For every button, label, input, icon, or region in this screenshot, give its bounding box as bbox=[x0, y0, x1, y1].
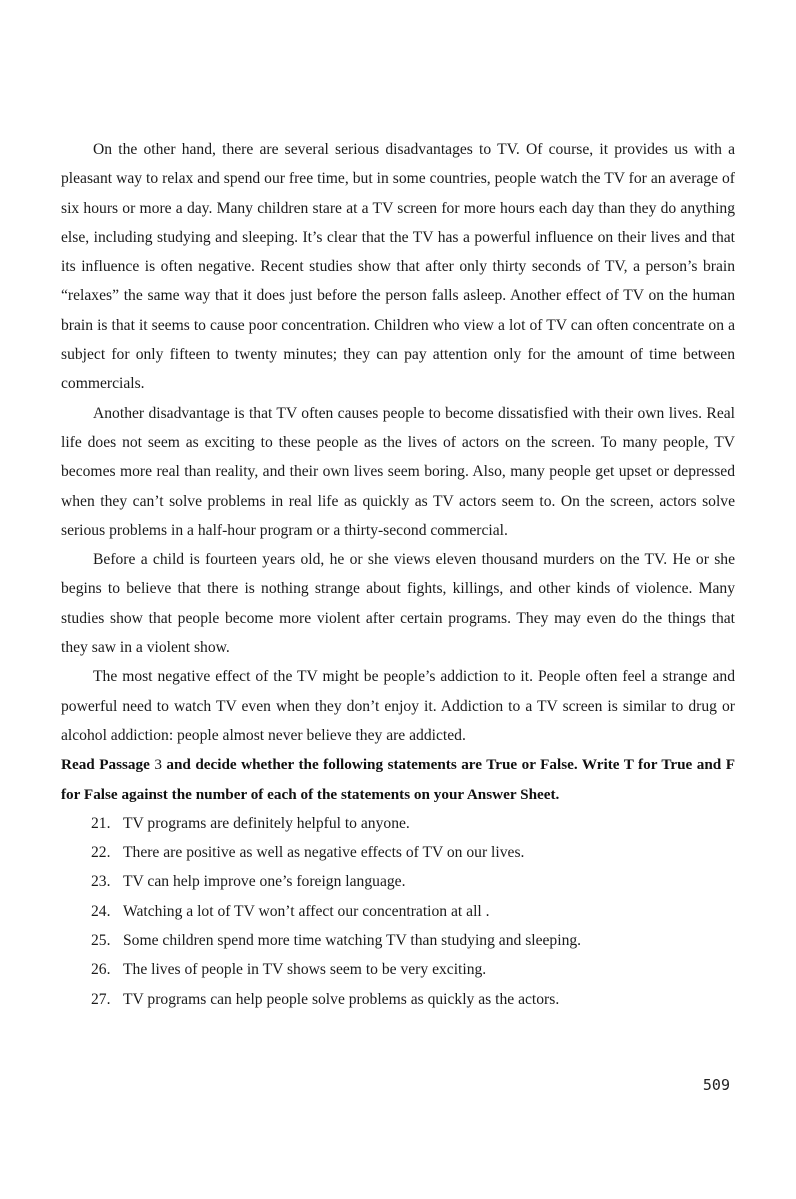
question-item bbox=[61, 838, 735, 867]
question-list bbox=[61, 809, 735, 1014]
page-number: 509 bbox=[702, 1076, 730, 1094]
question-item bbox=[61, 897, 735, 926]
question-item bbox=[61, 926, 735, 955]
passage-paragraph: On the other hand, there are several serious disadvantages to TV. Of course, it provides us with a pleasant way to relax and spend our free time, but in some countries, people watch the TV for an average of six hours or more a day. Many children stare at a TV screen for more hours each day than they do anything else, including studying and sleeping. It’s clear that the TV has a powerful influence on their lives and that its influence is often negative. Recent studies show that after only thirty seconds of TV, a person’s brain “relaxes” the same way that it does just before the person falls asleep. Another effect of TV on the human brain is that it seems to cause poor concentration. Children who view a lot of TV can often concentrate on a subject for only fifteen to twenty minutes; they can pay attention only for the amount of time between commercials. bbox=[61, 141, 735, 393]
question-number: 27. bbox=[91, 990, 111, 1008]
question-text: The lives of people in TV shows seem to be very exciting. bbox=[123, 961, 487, 979]
question-text: TV programs are definitely helpful to anyone. bbox=[123, 814, 410, 832]
question-text: Some children spend more time watching TV than studying and sleeping. bbox=[123, 932, 582, 950]
question-item bbox=[61, 867, 735, 896]
question-item bbox=[61, 955, 735, 984]
question-text: There are positive as well as negative effects of TV on our lives. bbox=[123, 844, 525, 862]
instruction-lead: Read Passage bbox=[61, 756, 150, 774]
question-item bbox=[61, 809, 735, 838]
question-number: 26. bbox=[91, 961, 111, 979]
question-text: TV programs can help people solve problems as quickly as the actors. bbox=[123, 990, 560, 1008]
passage bbox=[61, 135, 735, 750]
passage-paragraph: Before a child is fourteen years old, he or she views eleven thousand murders on the TV. He or she begins to believe that there is nothing strange about fights, killings, and other kinds of violence. Many studies show that people become more violent after certain programs. They may even do the things that they saw in a violent show. bbox=[61, 551, 735, 657]
question-text: Watching a lot of TV won’t affect our concentration at all . bbox=[123, 902, 490, 920]
question-text: TV can help improve one’s foreign language. bbox=[123, 873, 406, 891]
question-number: 24. bbox=[91, 902, 111, 920]
question-number: 25. bbox=[91, 932, 111, 950]
document-page bbox=[61, 135, 735, 1014]
question-number: 21. bbox=[91, 814, 111, 832]
instructions bbox=[61, 750, 735, 809]
passage-paragraph: The most negative effect of the TV might be people’s addiction to it. People often feel a strange and powerful need to watch TV even when they don’t enjoy it. Addiction to a TV screen is similar to drug or alcohol addiction: people almost never believe they are addicted. bbox=[61, 668, 735, 744]
question-item bbox=[61, 985, 735, 1014]
passage-paragraph: Another disadvantage is that TV often causes people to become dissatisfied with their own lives. Real life does not seem as exciting to these people as the lives of actors on the screen. To many people, TV becomes more real than reality, and their own lives seem boring. Also, many people get upset or depressed when they can’t solve problems in real life as quickly as TV actors seem to. On the screen, actors solve serious problems in a half-hour program or a thirty-second commercial. bbox=[61, 404, 735, 539]
instruction-passage-number: 3 bbox=[149, 756, 167, 774]
question-number: 22. bbox=[91, 844, 111, 862]
instruction-body: and decide whether the following statements are True or False. Write T for True and F for False against the number of each of the statements on your Answer Sheet. bbox=[61, 756, 735, 803]
question-number: 23. bbox=[91, 873, 111, 891]
